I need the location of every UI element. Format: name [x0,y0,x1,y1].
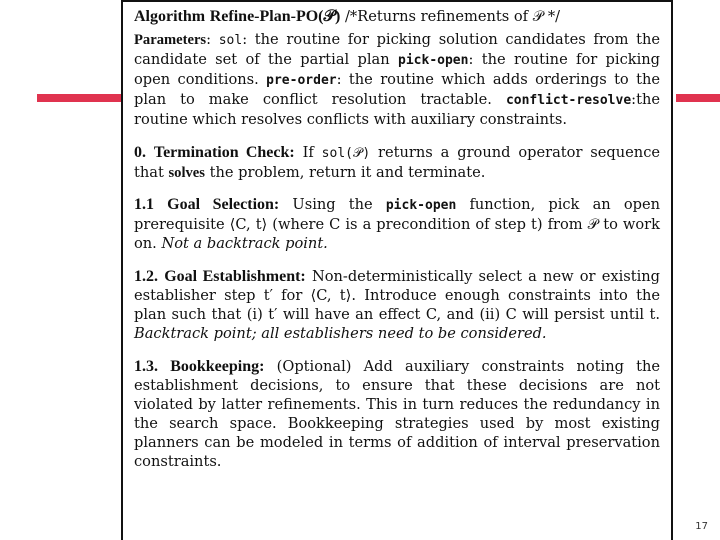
step-title: Goal Selection: [167,196,280,213]
step-goal-establishment [134,267,660,343]
step-bold: pick-open [385,198,457,213]
step-text: If [302,144,322,161]
param-sol-desc: : the routine for picking solution candidates from the candidate set of the partial plan [134,31,660,68]
step-title: Termination Check: [153,144,295,161]
param-pre-order-name: pre-order [266,73,337,88]
accent-bar-left [37,94,121,102]
step-text: returns a ground operator sequence that [134,144,661,181]
algorithm-box [121,0,673,540]
step-text: Using the [292,196,386,213]
param-pick-open-desc: : the routine for picking open conditions. [134,51,660,88]
step-number: 1.1 [134,196,154,213]
step-bold: solves [168,165,205,181]
step-number: 1.2. [134,268,158,285]
step-termination-check [134,143,660,183]
algorithm-comment: /*Returns refinements of 𝒫 */ [345,8,561,25]
step-text: the problem, return it and terminate. [204,164,486,181]
algorithm-name: Refine-Plan-PO [209,8,319,25]
step-number: 0. [134,144,146,161]
step-italic: Not a backtrack point. [161,235,328,252]
step-text: (Optional) Add auxiliary constraints noting the establishment decisions, to ensure that these decisions are not violated by latter refinements. This in turn reduces the redundancy in the search space. Bookkeeping strategies used by most existing planners can be modeled in terms of addition of interval preservation constraints. [134,358,661,470]
algorithm-keyword: Algorithm [134,8,206,25]
accent-bar-right [676,94,720,102]
step-text: Non-deterministically select a new or existing establisher step t′ for ⟨C, t⟩. Introduce enough constraints into the plan such that (i) t′ will have an effect C, and (ii) C will persist until t. [134,268,661,323]
parameters-block: Parameters: sol: the routine for picking solution candidates from the candidate set of the partial plan pick-open: the routine for picking open conditions. pre-order: the routine which adds orderings to the plan to make conflict resolution tractable. conflict-resolve:the routine which resolves conflicts with auxiliary constraints. [134,31,660,128]
page-number: 17 [695,521,708,532]
algorithm-title [134,7,660,26]
step-goal-selection [134,195,660,253]
param-conflict-resolve-name: conflict-resolve [505,93,632,108]
step-title: Goal Establishment: [164,268,306,285]
param-pre-order-desc: : the routine which adds orderings to the plan to make conflict resolution tractable. [134,71,660,108]
step-text: function, pick an open prerequisite ⟨C, t⟩ (where C is a precondition of step t) from 𝒫 to work on. [134,196,661,252]
param-conflict-resolve-desc: :the routine which resolves conflicts with auxiliary constraints. [134,91,660,128]
parameters-label: Parameters [134,32,207,48]
step-bookkeeping [134,357,660,471]
param-pick-open-name: pick-open [398,53,469,68]
param-sol-name: sol [218,33,243,48]
step-title: Bookkeeping: [170,358,265,375]
step-italic: Backtrack point; all establishers need to be considered. [134,325,547,342]
algorithm-arg: (𝒫) [318,8,341,25]
step-number: 1.3. [134,358,158,375]
step-code: sol(𝒫) [321,146,371,161]
